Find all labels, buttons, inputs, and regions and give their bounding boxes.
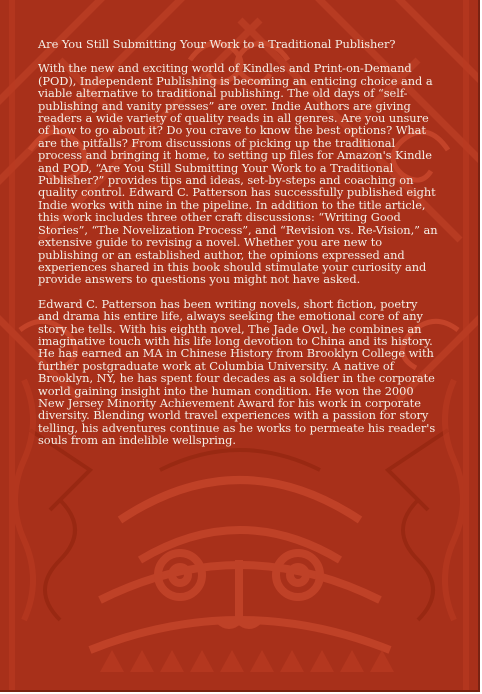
- author-bio: Edward C. Patterson has been writing novels, short fiction, poetry and drama his entire life, always seeking the emotional core of any story he tells. With his eighth novel, The Jade Owl, he combines an imaginative touch with his life long devotion to China and its history. He has earned an MA in Chinese History from Brooklyn College with further postgraduate work at Columbia University. A native of Brooklyn, NY, he has spent four decades as a soldier in the corporate world gaining insight into the human condition. He won the 2000 New Jersey Minority Achievement Award for his work in corporate diversity. Blending world travel experiences with a passion for story telling, his adventures continue as he works to permeate his reader's souls from an indelible wellspring.: [38, 296, 436, 448]
- book-heading: Are You Still Submitting Your Work to a Traditional Publisher?: [38, 37, 396, 51]
- back-cover-text: [38, 38, 438, 459]
- book-description: With the new and exciting world of Kindles and Print-on-Demand (POD), Independent Publishing is becoming an enticing choice and a viable alternative to traditional publishing. The old days of “self-publishing and vanity presses” are over. Indie Authors are giving readers a wide variety of quality reads in all genres. Are you unsure of how to go about it? Do you crave to know the best options? What are the pitfalls? From discussions of picking up the traditional process and bringing it home, to setting up files for Amazon's Kindle and POD, “Are You Still Submitting Your Work to a Traditional Publisher?” provides tips and ideas, set-by-steps and coaching on quality control. Edward C. Patterson has successfully published eight Indie works with nine in the pipeline. In addition to the title article, this work includes three other craft discussions: “Writing Good Stories”, “The Novelization Process”, and “Revision vs. Re-Vision,” an extensive guide to revising a novel. Whether you are new to publishing or an established author, the opinions expressed and experiences shared in this book should stimulate your curiosity and provide answers to questions you might not have asked.: [38, 61, 438, 287]
